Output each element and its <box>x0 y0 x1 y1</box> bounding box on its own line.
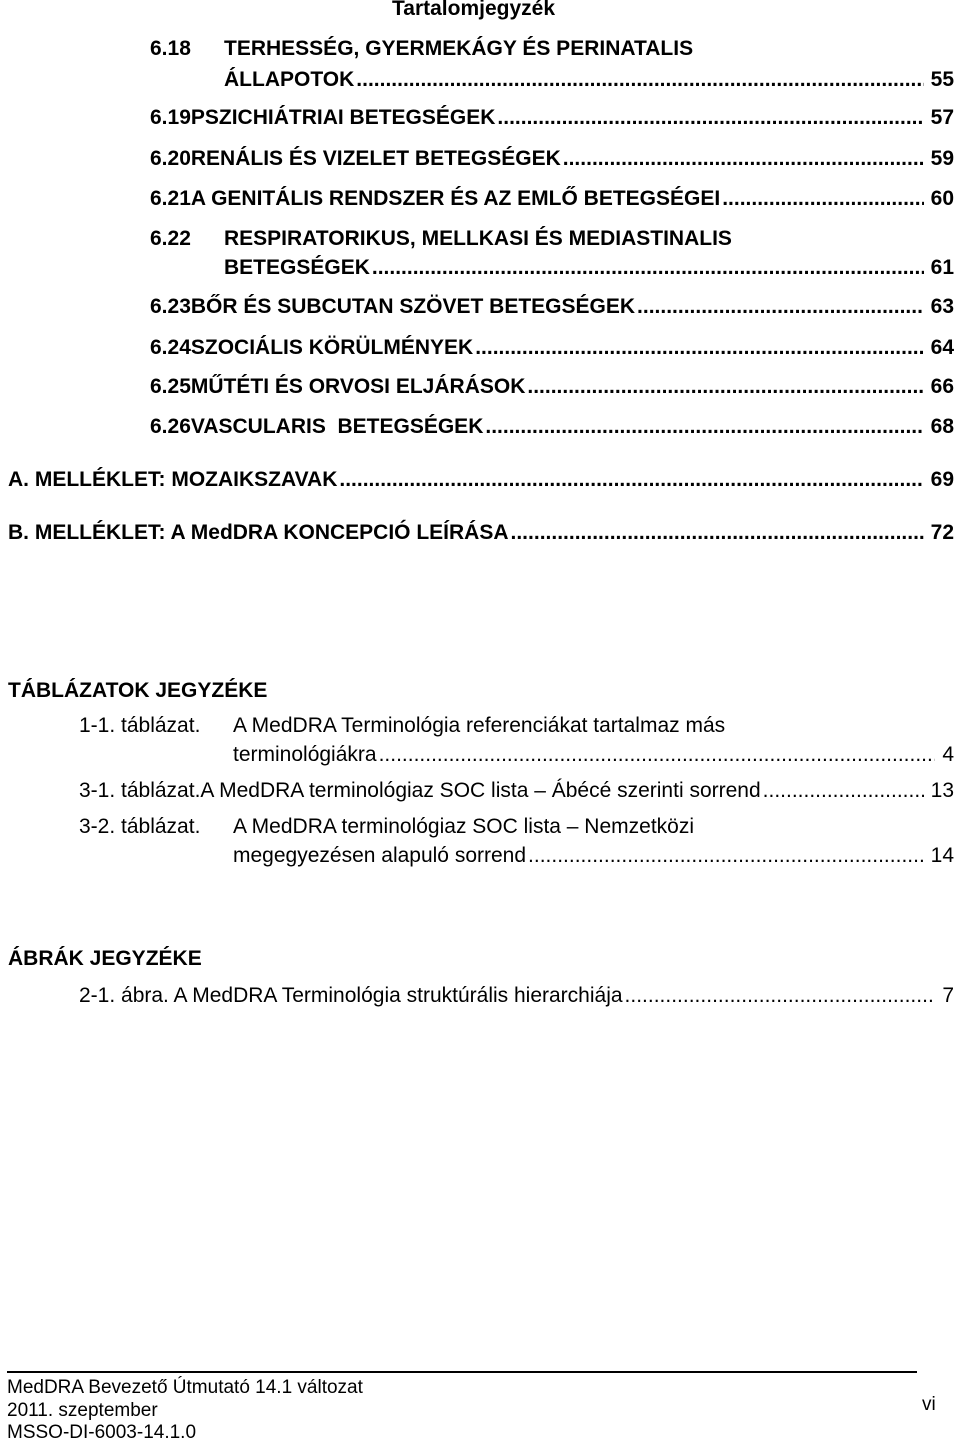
leader-dots <box>372 255 924 281</box>
leader-dots <box>625 983 936 1009</box>
toc-entry-number: 6.19 <box>150 106 191 129</box>
toc-entry-page: 68 <box>930 415 954 438</box>
table-entry-number: 3-2. táblázat. <box>79 815 201 838</box>
page-header-title: Tartalomjegyzék <box>392 0 556 20</box>
footer-doc-title: MedDRA Bevezető Útmutató 14.1 változat <box>7 1377 363 1398</box>
toc-entry-title: MŰTÉTI ÉS ORVOSI ELJÁRÁSOK <box>190 375 526 398</box>
toc-entry-number: 6.25 <box>150 375 191 398</box>
leader-dots <box>475 335 923 361</box>
figure-entry-page: 7 <box>942 984 954 1007</box>
toc-entry-title-cont: ÁLLAPOTOK <box>224 68 355 91</box>
leader-dots <box>763 778 924 804</box>
table-entry-1-1[interactable] <box>79 713 954 768</box>
toc-appendix-a[interactable] <box>8 467 954 493</box>
toc-entry-page: 61 <box>930 256 954 279</box>
toc-entry-number: 6.18 <box>150 37 191 60</box>
toc-entry-title-cont: BETEGSÉGEK <box>224 256 370 279</box>
toc-entry-title: A GENITÁLIS RENDSZER ÉS AZ EMLŐ BETEGSÉGEI <box>190 187 721 210</box>
toc-appendix-title: B. MELLÉKLET: A MedDRA KONCEPCIÓ LEÍRÁSA <box>8 521 509 544</box>
toc-entry-number: 6.23 <box>150 295 191 318</box>
toc-entry-6-24[interactable] <box>150 335 954 361</box>
tables-heading: TÁBLÁZATOK JEGYZÉKE <box>8 679 268 702</box>
table-entry-title: A MedDRA terminológiaz SOC lista – Nemzetközi <box>233 815 695 838</box>
table-entry-page: 13 <box>930 779 954 802</box>
toc-appendix-title: A. MELLÉKLET: MOZAIKSZAVAK <box>8 468 338 491</box>
leader-dots <box>637 294 924 320</box>
leader-dots <box>563 146 924 172</box>
toc-entry-title: SZOCIÁLIS KÖRÜLMÉNYEK <box>190 336 474 359</box>
leader-dots <box>528 843 924 869</box>
table-entry-title: A MedDRA terminológiaz SOC lista – Ábécé szerinti sorrend <box>200 779 761 802</box>
toc-entry-title: TERHESSÉG, GYERMEKÁGY ÉS PERINATALIS <box>224 37 694 60</box>
leader-dots <box>485 414 923 440</box>
leader-dots <box>356 67 923 93</box>
toc-entry-number: 6.24 <box>150 336 191 359</box>
toc-entry-page: 55 <box>930 68 954 91</box>
leader-dots <box>497 105 923 131</box>
table-entry-number: 1-1. táblázat. <box>79 714 201 737</box>
footer-page-number: vi <box>922 1394 936 1415</box>
toc-entry-6-23[interactable] <box>150 294 954 320</box>
leader-dots <box>527 374 923 400</box>
toc-entry-page: 57 <box>930 106 954 129</box>
toc-entry-title: BŐR ÉS SUBCUTAN SZÖVET BETEGSÉGEK <box>190 295 636 318</box>
footer-doc-id: MSSO-DI-6003-14.1.0 <box>7 1422 197 1443</box>
toc-entry-6-22[interactable] <box>150 226 954 281</box>
toc-entry-title: RENÁLIS ÉS VIZELET BETEGSÉGEK <box>190 147 561 170</box>
toc-entry-number: 6.21 <box>150 187 191 210</box>
toc-appendix-page: 69 <box>930 468 954 491</box>
toc-entry-page: 60 <box>930 187 954 210</box>
toc-entry-page: 64 <box>930 336 954 359</box>
figures-heading: ÁBRÁK JEGYZÉKE <box>8 947 202 970</box>
leader-dots <box>511 520 924 546</box>
table-entry-title: A MedDRA Terminológia referenciákat tartalmaz más <box>233 714 726 737</box>
toc-entry-6-19[interactable] <box>150 105 954 131</box>
leader-dots <box>339 467 923 493</box>
figure-entry-2-1[interactable] <box>79 983 954 1009</box>
table-entry-3-1[interactable] <box>79 778 954 804</box>
toc-entry-6-26[interactable] <box>150 414 954 440</box>
leader-dots <box>379 742 936 768</box>
toc-entry-number: 6.26 <box>150 415 191 438</box>
leader-dots <box>722 186 923 212</box>
table-entry-number: 3-1. táblázat. <box>79 779 201 802</box>
toc-entry-6-20[interactable] <box>150 146 954 172</box>
table-entry-title-cont: megegyezésen alapuló sorrend <box>233 844 527 867</box>
toc-entry-6-25[interactable] <box>150 374 954 400</box>
toc-appendix-page: 72 <box>930 521 954 544</box>
toc-entry-6-21[interactable] <box>150 186 954 212</box>
toc-entry-number: 6.22 <box>150 227 191 250</box>
table-entry-3-2[interactable] <box>79 814 954 869</box>
toc-entry-page: 66 <box>930 375 954 398</box>
footer-rule <box>7 1371 917 1373</box>
table-entry-title-cont: terminológiákra <box>233 743 377 766</box>
toc-entry-title: VASCULARIS BETEGSÉGEK <box>190 415 484 438</box>
toc-appendix-b[interactable] <box>8 520 954 546</box>
toc-entry-page: 59 <box>930 147 954 170</box>
toc-entry-title: RESPIRATORIKUS, MELLKASI ÉS MEDIASTINALIS <box>224 227 732 250</box>
table-entry-page: 14 <box>930 844 954 867</box>
toc-entry-page: 63 <box>930 295 954 318</box>
footer-date: 2011. szeptember <box>7 1400 158 1421</box>
table-entry-page: 4 <box>942 743 954 766</box>
figure-entry-title: 2-1. ábra. A MedDRA Terminológia struktúrális hierarchiája <box>79 984 623 1007</box>
toc-entry-title: PSZICHIÁTRIAI BETEGSÉGEK <box>190 106 496 129</box>
toc-entry-6-18[interactable] <box>150 36 954 93</box>
toc-entry-number: 6.20 <box>150 147 191 170</box>
